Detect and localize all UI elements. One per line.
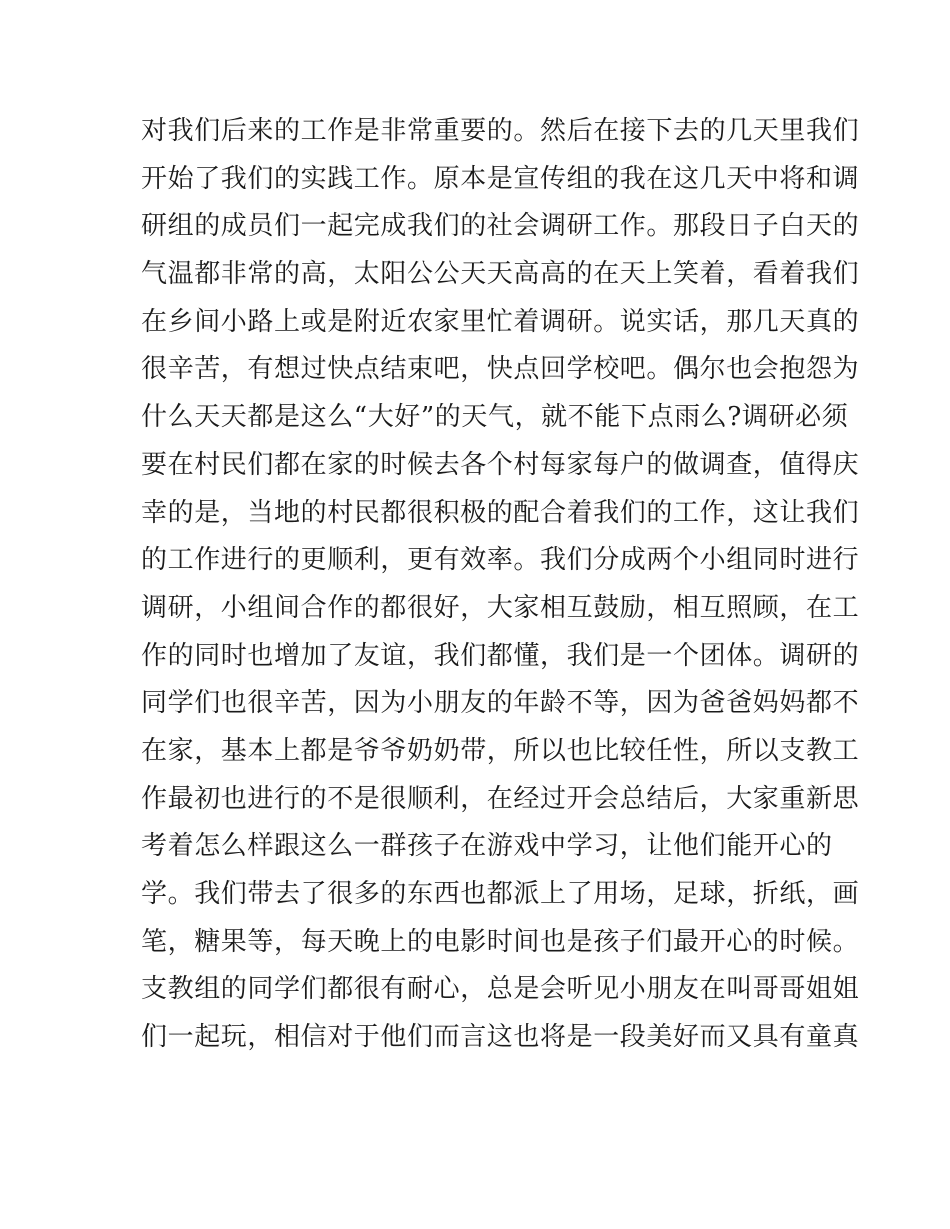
body-text [141,108,860,1062]
text-line: 考着怎么样跟这么一群孩子在游戏中学习，让他们能开心的 [141,831,833,862]
text-line: 学。我们带去了很多的东西也都派上了用场，足球，折纸，画 [141,879,860,909]
text-line: 作的同时也增加了友谊，我们都懂，我们是一个团体。调研的 [141,640,860,671]
text-line: 们一起玩，相信对于他们而言这也将是一段美好而又具有童真 [141,1022,860,1053]
text-line: 开始了我们的实践工作。原本是宣传组的我在这几天中将和调 [141,163,860,194]
text-line: 的工作进行的更顺利，更有效率。我们分成两个小组同时进行 [141,545,860,576]
text-line: 在家，基本上都是爷爷奶奶带，所以也比较任性，所以支教工 [141,735,860,766]
text-line: 很辛苦，有想过快点结束吧，快点回学校吧。偶尔也会抱怨为 [141,354,860,385]
text-line: 要在村民们都在家的时候去各个村每家每户的做调查，值得庆 [141,449,860,480]
text-line: 幸的是，当地的村民都很积极的配合着我们的工作，这让我们 [141,497,860,528]
text-line: 支教组的同学们都很有耐心，总是会听见小朋友在叫哥哥姐姐 [141,974,860,1005]
text-line: 对我们后来的工作是非常重要的。然后在接下去的几天里我们 [141,116,860,146]
text-line: 在乡间小路上或是附近农家里忙着调研。说实话，那几天真的 [141,306,860,337]
text-line: 调研，小组间合作的都很好，大家相互鼓励，相互照顾，在工 [141,592,860,623]
text-line: 研组的成员们一起完成我们的社会调研工作。那段日子白天的 [141,211,860,242]
text-line: 气温都非常的高，太阳公公天天高高的在天上笑着，看着我们 [141,259,860,290]
text-line: 作最初也进行的不是很顺利，在经过开会总结后，大家重新思 [141,783,860,814]
text-line: 什么天天都是这么“大好”的天气，就不能下点雨么?调研必须 [141,402,849,433]
text-line: 同学们也很辛苦，因为小朋友的年龄不等，因为爸爸妈妈都不 [141,688,860,719]
text-line: 笔，糖果等，每天晚上的电影时间也是孩子们最开心的时候。 [141,926,860,957]
